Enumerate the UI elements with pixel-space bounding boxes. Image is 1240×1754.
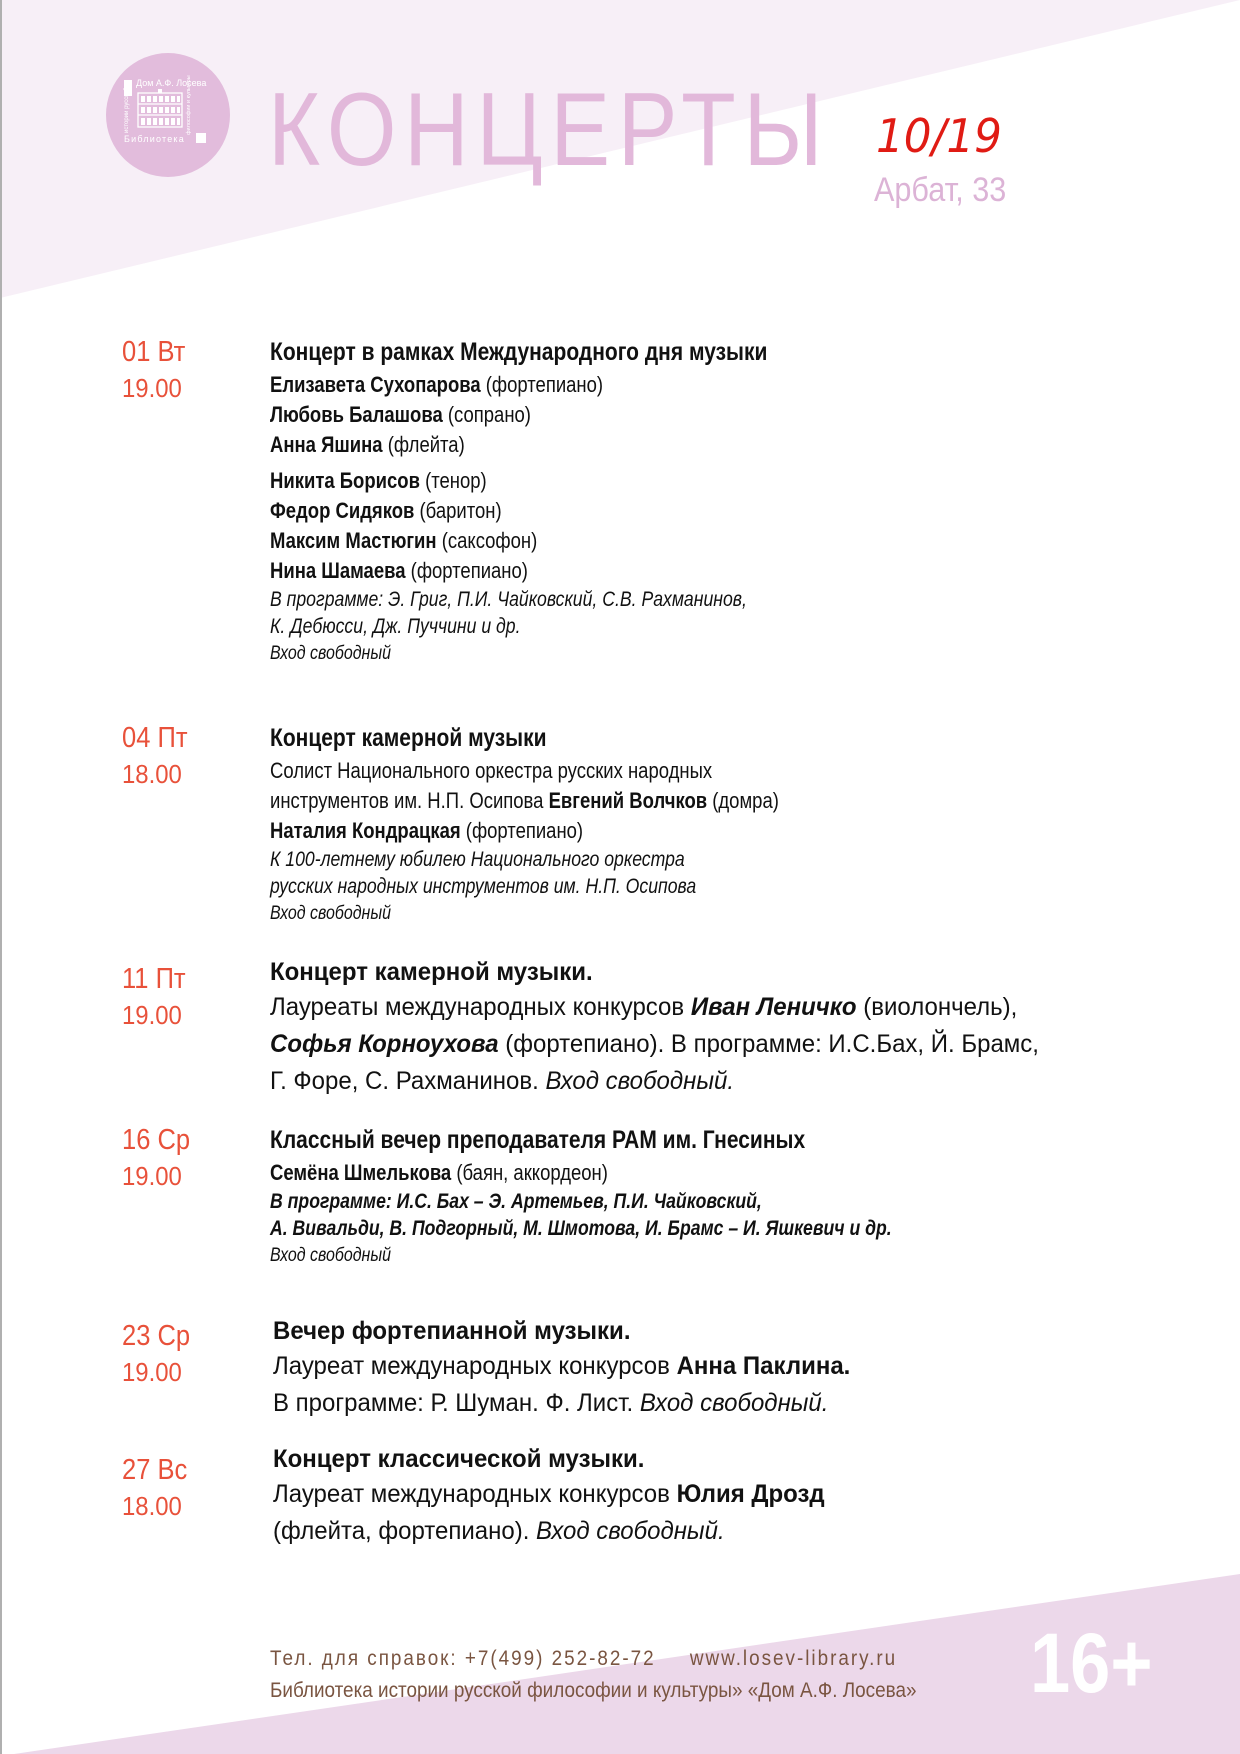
event-title: Концерт камерной музыки	[270, 724, 547, 752]
page-border	[0, 0, 2, 1754]
event-title: Вечер фортепианной музыки.	[273, 1317, 631, 1345]
performer: Елизавета Сухопарова (фортепиано)	[270, 372, 604, 397]
entry-note: Вход свободный.	[536, 1517, 725, 1545]
performer: Любовь Балашова (сопрано)	[270, 402, 531, 427]
event-line: инструментов им. Н.П. Осипова Евгений Волчков (домра)	[270, 788, 779, 813]
event-line: Лауреаты международных конкурсов Иван Леничко (виолончель),	[270, 993, 1018, 1021]
event-line: Лауреат международных конкурсов Анна Паклина.	[273, 1352, 851, 1380]
event-details	[273, 1314, 850, 1422]
event-day: 27 Вс	[122, 1454, 188, 1486]
event-day: 11 Пт	[122, 963, 186, 995]
performer: Наталия Кондрацкая (фортепиано)	[270, 818, 584, 843]
entry-note: Вход свободный	[270, 903, 391, 924]
event-date	[122, 334, 194, 406]
event-program: В программе: И.С. Бах – Э. Артемьев, П.И. Чайковский,	[270, 1190, 762, 1213]
performer: Анна Яшина (флейта)	[270, 432, 465, 457]
organization-name: Библиотека истории русской философии и культуры» «Дом А.Ф. Лосева»	[270, 1679, 917, 1702]
page-title: КОНЦЕРТЫ	[268, 72, 831, 188]
footer-contacts	[270, 1647, 897, 1671]
svg-text:истории русской: истории русской	[124, 87, 130, 133]
event-line: (флейта, фортепиано). Вход свободный.	[273, 1517, 725, 1545]
svg-text:Дом А.Ф. Лосева: Дом А.Ф. Лосева	[136, 78, 207, 88]
month-label: 10/19	[876, 109, 1002, 163]
event-details	[273, 1442, 825, 1550]
event-title: Концерт камерной музыки.	[270, 958, 593, 986]
event-time: 19.00	[122, 1357, 182, 1387]
event-program: В программе: Э. Григ, П.И. Чайковский, С.В. Рахманинов,	[270, 588, 747, 611]
entry-note: Вход свободный	[270, 1245, 391, 1266]
performer: Никита Борисов (тенор)	[270, 468, 487, 493]
phone-number: Тел. для справок: +7(499) 252-82-72	[270, 1647, 656, 1670]
event-note: К 100-летнему юбилею Национального оркестра	[270, 848, 685, 871]
event-program: К. Дебюсси, Дж. Пуччини и др.	[270, 615, 521, 638]
event-program: А. Вивальди, В. Подгорный, М. Шмотова, И. Брамс – И. Яшкевич и др.	[270, 1217, 892, 1240]
performer: Максим Мастюгин (саксофон)	[270, 528, 538, 553]
event-details	[270, 1122, 892, 1269]
event-day: 04 Пт	[122, 722, 188, 754]
event-line: В программе: Р. Шуман. Ф. Лист. Вход свободный.	[273, 1389, 829, 1417]
address-label: Арбат, 33	[874, 171, 1007, 209]
event-day: 01 Вт	[122, 336, 186, 368]
svg-text:Библиотека: Библиотека	[124, 134, 185, 144]
entry-note: Вход свободный	[270, 643, 391, 664]
event-details	[270, 720, 779, 927]
event-line: Солист Национального оркестра русских народных	[270, 758, 713, 783]
svg-text:философии и культуры: философии и культуры	[186, 75, 192, 135]
website-link[interactable]: www.losev-library.ru	[689, 1647, 898, 1670]
event-details	[270, 334, 767, 667]
event-date	[122, 1122, 199, 1194]
event-details	[270, 955, 1039, 1100]
performer: Нина Шамаева (фортепиано)	[270, 558, 528, 583]
event-date	[122, 720, 196, 792]
event-day: 16 Ср	[122, 1124, 191, 1156]
event-note: русских народных инструментов им. Н.П. Осипова	[270, 875, 697, 898]
event-time: 18.00	[122, 1491, 182, 1521]
event-date	[122, 1318, 199, 1390]
event-time: 19.00	[122, 1000, 182, 1030]
event-time: 19.00	[122, 373, 182, 403]
age-rating-badge: 16+	[1030, 1616, 1153, 1710]
performer: Федор Сидяков (баритон)	[270, 498, 502, 523]
event-time: 19.00	[122, 1161, 182, 1191]
library-logo-icon	[106, 53, 230, 177]
event-date	[122, 961, 194, 1033]
entry-note: Вход свободный.	[545, 1067, 735, 1095]
event-day: 23 Ср	[122, 1320, 191, 1352]
event-title: Концерт классической музыки.	[273, 1445, 645, 1473]
performer: Семёна Шмелькова (баян, аккордеон)	[270, 1160, 608, 1185]
event-line: Лауреат международных конкурсов Юлия Дрозд	[273, 1480, 825, 1508]
event-line: Г. Форе, С. Рахманинов. Вход свободный.	[270, 1067, 735, 1095]
event-title: Классный вечер преподавателя РАМ им. Гнесиных	[270, 1126, 806, 1154]
entry-note: Вход свободный.	[639, 1389, 829, 1417]
event-line: Софья Корноухова (фортепиано). В программе: И.С.Бах, Й. Брамс,	[270, 1030, 1039, 1058]
event-date	[122, 1452, 196, 1524]
event-time: 18.00	[122, 759, 182, 789]
event-title: Концерт в рамках Международного дня музыки	[270, 338, 768, 366]
